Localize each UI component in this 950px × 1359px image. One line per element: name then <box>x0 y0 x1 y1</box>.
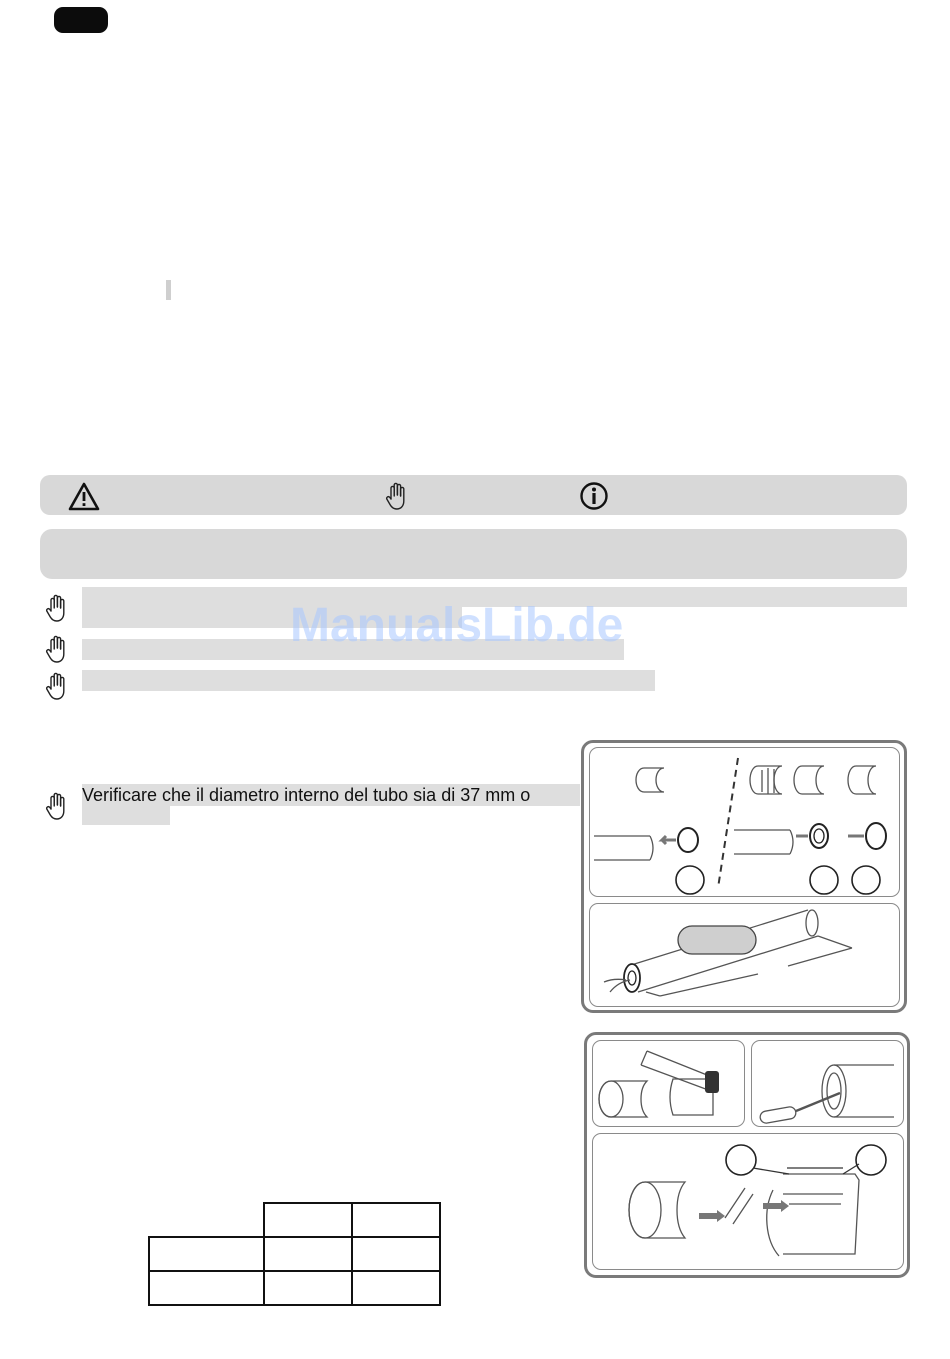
table-cell <box>149 1271 264 1305</box>
table-row <box>149 1271 440 1305</box>
tube-spec-table <box>148 1202 441 1306</box>
motor-label-pill <box>678 926 756 954</box>
language-badge <box>54 7 108 33</box>
tube-diameter-note: Verificare che il diametro interno del tubo sia di 37 mm o <box>82 784 580 806</box>
table-header-cell <box>264 1203 352 1237</box>
figure-adapter-assembly <box>581 740 907 1013</box>
symbol-legend-bar <box>40 475 907 515</box>
figure-panel-motor-length <box>589 903 900 1007</box>
warning-triangle-icon <box>68 480 100 512</box>
table-header-row <box>149 1203 440 1237</box>
motor-length-illustration <box>590 904 900 1007</box>
section-heading <box>40 529 907 579</box>
file-deburr-illustration <box>752 1041 904 1127</box>
hand-icon <box>42 790 74 822</box>
notch-cutting-illustration <box>593 1134 904 1270</box>
table-cell <box>352 1271 440 1305</box>
table-cell <box>264 1237 352 1271</box>
hand-icon <box>42 670 74 702</box>
table-corner <box>149 1203 264 1237</box>
figure-panel-adapters <box>589 747 900 897</box>
table-cell <box>264 1271 352 1305</box>
tube-diameter-note-line-2 <box>82 806 170 825</box>
figure-panel-deburr <box>751 1040 904 1127</box>
info-icon <box>578 480 610 512</box>
note-3-line <box>82 670 655 691</box>
saw-cutting-illustration <box>593 1041 745 1127</box>
watermark: ManualsLib.de <box>290 599 624 652</box>
hand-icon <box>42 633 74 665</box>
figure-tube-preparation <box>584 1032 910 1278</box>
table-cell <box>352 1237 440 1271</box>
figure-panel-notch <box>592 1133 904 1270</box>
hand-icon <box>42 592 74 624</box>
margin-mark <box>166 280 171 300</box>
table-cell <box>149 1237 264 1271</box>
table-row <box>149 1237 440 1271</box>
figure-panel-cut-tube <box>592 1040 745 1127</box>
hand-icon <box>382 480 414 512</box>
adapter-illustration <box>590 748 900 897</box>
table-header-cell <box>352 1203 440 1237</box>
